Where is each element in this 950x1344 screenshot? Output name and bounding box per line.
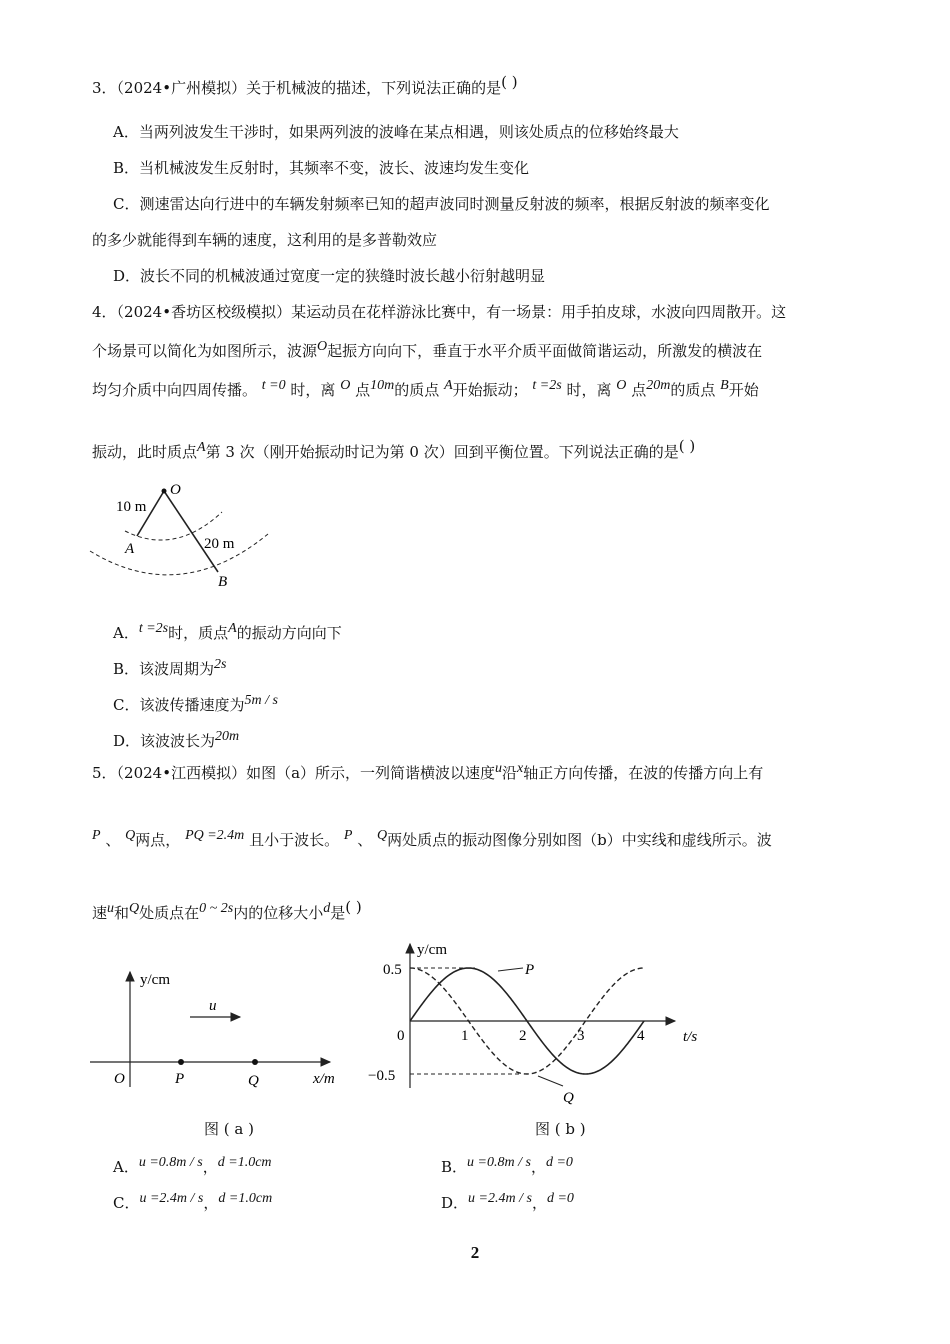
q4-math-a: A — [197, 440, 206, 455]
fig-b-p-leader — [498, 968, 523, 971]
q4-opt-math: 5m / s — [244, 693, 278, 708]
q5-opt-math: d =1.0cm — [217, 1155, 272, 1170]
q5-text: 、 — [357, 831, 373, 849]
q5-text: 沿 — [502, 764, 518, 782]
q5-math-d: d — [323, 901, 331, 916]
q4-opt-math: t =2s — [138, 621, 169, 636]
q3-answer-blank: ( ) — [501, 73, 518, 91]
q4-answer-blank: ( ) — [678, 437, 696, 455]
q4-opt-text: 的振动方向向下 — [236, 624, 342, 642]
q5-option-d — [441, 1192, 574, 1216]
q4-math-a: A — [444, 378, 453, 393]
q5-text: 处质点在 — [139, 904, 200, 922]
q4-text: 时，离 — [290, 381, 336, 399]
q4-opt-text: D．该波波长为 — [113, 732, 216, 750]
q5-opt-text: B． — [441, 1158, 468, 1176]
q4-point-o — [162, 489, 167, 494]
q5-figure-a — [85, 962, 355, 1092]
fig-b-y-top: 0.5 — [383, 962, 402, 978]
q3-option-b: B．当机械波发生反射时，其频率不变，波长、波速均发生变化 — [113, 159, 530, 177]
fig-b-label-q: Q — [563, 1090, 574, 1106]
q5-math-u: u — [495, 761, 503, 776]
fig-a-label-p: P — [175, 1071, 185, 1087]
q3-stem — [92, 73, 518, 99]
q5-math-u: u — [107, 901, 115, 916]
q4-label-b: B — [218, 574, 228, 590]
q4-opt-math: 2s — [214, 657, 227, 672]
q5-text: 速 — [92, 904, 108, 922]
q5-option-c — [113, 1192, 272, 1216]
page-number: 2 — [470, 1243, 480, 1262]
q4-math-10m: 10m — [370, 378, 395, 393]
fig-a-y-label: y/cm — [140, 972, 170, 988]
q4-text: 开始振动； — [452, 381, 528, 399]
q4-opt-math: 20m — [215, 729, 240, 744]
q5-math-x: x — [517, 761, 524, 776]
q4-text: 点 — [355, 381, 371, 399]
q5-opt-text: C． — [113, 1194, 140, 1212]
q4-text: 个场景可以简化为如图所示，波源 — [92, 342, 318, 360]
q4-label-10m: 10 m — [116, 499, 147, 515]
q4-option-b — [113, 658, 226, 682]
q5-opt-text: ， — [203, 1194, 219, 1212]
q4-text: 点 — [631, 381, 647, 399]
q5-opt-text: ， — [530, 1158, 546, 1176]
q4-opt-text: C．该波传播速度为 — [113, 696, 245, 714]
fig-a-u-label: u — [209, 998, 217, 1014]
q4-option-c — [113, 694, 278, 718]
q3-stem-text: 3．（2024•广州模拟）关于机械波的描述，下列说法正确的是 — [92, 79, 502, 97]
q4-text: 第 3 次（刚开始振动时记为第 0 次）回到平衡位置。下列说法正确的是 — [205, 443, 679, 461]
q5-text: 且小于波长。 — [249, 831, 340, 849]
q4-text: 振动，此时质点 — [92, 443, 198, 461]
q5-opt-math: d =1.0cm — [218, 1191, 273, 1206]
q4-opt-text: 时，质点 — [168, 624, 229, 642]
q5-opt-math: u =0.8m / s — [467, 1155, 531, 1170]
q5-math-q: Q — [377, 828, 388, 843]
fig-b-tick-0: 0 — [397, 1028, 405, 1044]
q4-text: 开始 — [728, 381, 759, 399]
q4-text: 的质点 — [670, 381, 716, 399]
q4-math-b: B — [720, 378, 729, 393]
fig-b-y-label: y/cm — [417, 942, 447, 958]
q5-figure-b — [365, 938, 715, 1108]
q4-math-t0: t =0 — [261, 378, 286, 393]
q5-text: 是 — [330, 904, 346, 922]
fig-a-x-label: x/m — [313, 1071, 335, 1087]
q4-opt-text: A． — [113, 624, 139, 642]
fig-b-y-bot: −0.5 — [368, 1068, 396, 1084]
q4-line-ob — [164, 491, 218, 572]
q5-text: 轴正方向传播，在波的传播方向上有 — [523, 764, 764, 782]
q5-math-q: Q — [125, 828, 136, 843]
q5-stem-line2 — [92, 829, 772, 853]
fig-a-label-o: O — [114, 1071, 125, 1087]
q5-math-p: P — [343, 828, 353, 843]
q4-option-a — [113, 622, 342, 646]
q4-label-o: O — [170, 482, 181, 498]
q4-text: 起振方向向下，垂直于水平介质平面做简谐运动，所激发的横波在 — [327, 342, 763, 360]
q4-text: 均匀介质中向四周传播。 — [92, 381, 258, 399]
q4-label-a: A — [125, 541, 135, 557]
q5-option-b — [441, 1156, 573, 1180]
q5-option-a — [113, 1156, 272, 1180]
q3-option-c-line2: 的多少就能得到车辆的速度，这利用的是多普勒效应 — [92, 231, 438, 249]
q5-math-q: Q — [129, 901, 140, 916]
q4-wave-front-outer — [90, 534, 268, 575]
fig-b-q-leader — [538, 1076, 563, 1086]
q4-math-o: O — [616, 378, 627, 393]
q5-opt-math: u =2.4m / s — [468, 1191, 532, 1206]
fig-a-label-q: Q — [248, 1073, 259, 1089]
q5-math-pq: PQ =2.4m — [185, 828, 245, 843]
q5-stem-line1 — [92, 762, 763, 786]
q4-stem-line1: 4．（2024•香坊区校级模拟）某运动员在花样游泳比赛中，有一场景：用手拍皮球，水波向四周散开。这 — [92, 303, 787, 321]
q5-math-p: P — [92, 828, 101, 843]
q3-option-d: D．波长不同的机械波通过宽度一定的狭缝时波长越小衍射越明显 — [113, 267, 546, 285]
q4-opt-text: B．该波周期为 — [113, 660, 215, 678]
q5-opt-text: A． — [113, 1158, 139, 1176]
q4-math-o: O — [340, 378, 351, 393]
q5-text: 和 — [114, 904, 130, 922]
q4-math-20m: 20m — [646, 378, 671, 393]
q3-option-a: A．当两列波发生干涉时，如果两列波的波峰在某点相遇，则该处质点的位移始终最大 — [113, 123, 679, 141]
fig-a-point-q — [252, 1059, 258, 1065]
q5-answer-blank: ( ) — [345, 898, 362, 916]
q4-label-20m: 20 m — [204, 536, 235, 552]
q5-text: 5．（2024•江西模拟）如图（a）所示，一列简谐横波以速度 — [92, 764, 496, 782]
fig-b-tick-4: 4 — [637, 1028, 645, 1044]
q4-math-o: O — [317, 339, 328, 354]
q5-stem-line3 — [92, 898, 362, 926]
q5-opt-math: d =0 — [546, 1191, 574, 1206]
q3-option-c-line1: C．测速雷达向行进中的车辆发射频率已知的超声波同时测量反射波的频率，根据反射波的频率变化 — [113, 195, 770, 213]
fig-b-label-p: P — [525, 962, 535, 978]
q5-opt-math: u =2.4m / s — [139, 1191, 204, 1206]
fig-b-caption: 图 ( b ) — [535, 1120, 586, 1138]
q5-opt-text: ， — [202, 1158, 218, 1176]
q5-opt-math: u =0.8m / s — [138, 1155, 203, 1170]
q4-stem-line4 — [92, 437, 696, 465]
q4-stem-line2 — [92, 340, 762, 364]
q5-text: 两处质点的振动图像分别如图（b）中实线和虚线所示。波 — [387, 831, 772, 849]
q4-text: 的质点 — [394, 381, 440, 399]
q5-math-range: 0 ~ 2s — [199, 901, 234, 916]
q4-text: 时，离 — [566, 381, 612, 399]
fig-a-point-p — [178, 1059, 184, 1065]
q5-text: 两点， — [135, 831, 181, 849]
fig-a-caption: 图 ( a ) — [204, 1120, 254, 1138]
q5-text: 内的位移大小 — [233, 904, 324, 922]
fig-b-tick-3: 3 — [577, 1028, 585, 1044]
q5-text: 、 — [105, 831, 121, 849]
fig-b-tick-1: 1 — [461, 1028, 469, 1044]
fig-b-t-label: t/s — [683, 1029, 698, 1045]
q5-opt-text: ， — [531, 1194, 547, 1212]
q5-opt-text: D． — [441, 1194, 469, 1212]
q5-opt-math: d =0 — [545, 1155, 573, 1170]
q4-math-t2: t =2s — [532, 378, 562, 393]
q4-stem-line3 — [92, 379, 759, 403]
fig-b-tick-2: 2 — [519, 1028, 527, 1044]
q4-opt-math: A — [228, 621, 237, 636]
q4-option-d — [113, 730, 239, 754]
q4-figure — [80, 476, 280, 596]
